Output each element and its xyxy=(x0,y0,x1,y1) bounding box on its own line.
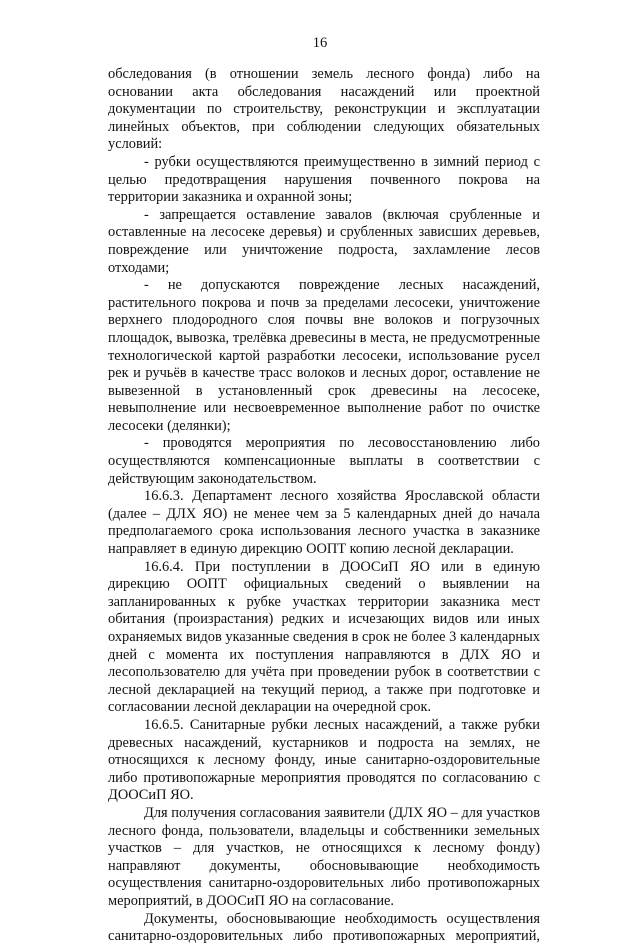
paragraph-condition-reforestation: - проводятся мероприятия по лесовосстановлению либо осуществляются компенсационные выплаты в соответствии с действующим законодательством. xyxy=(108,435,540,487)
paragraph-continuation: обследования (в отношении земель лесного фонда) либо на основании акта обследования насаждений или проектной документации по строительству, реконструкции и эксплуатации линейных объектов, при соблюдении следующих обязательных условий: xyxy=(108,66,540,153)
paragraph-condition-winter: - рубки осуществляются преимущественно в зимний период с целью предотвращения нарушения почвенного покрова на территории заказника и охранной зоны; xyxy=(108,153,540,206)
paragraph-16-6-3: 16.6.3. Департамент лесного хозяйства Ярославской области (далее – ДЛХ ЯО) не менее чем за 5 календарных дней до начала предполагаемого срока использования лесного участка в заказнике направляет в единую дирекцию ООПТ копию лесной декларации. xyxy=(108,488,540,558)
paragraph-condition-damage: - не допускаются повреждение лесных насаждений, растительного покрова и почв за пределами лесосеки, уничтожение верхнего плодородного слоя почвы вне волоков и погрузочных площадок, вывозка, трелёвка древесины в места, не предусмотренные технологической картой разработки лесосеки, использование русел рек и ручьёв в качестве трасс волоков и лесных дорог, оставление не вывезенной в установленный срок древесины на лесосеке, невыполнение или несвоевременное выполнение работ по очистке лесосеки (делянки); xyxy=(108,277,540,434)
paragraph-16-6-4: 16.6.4. При поступлении в ДООСиП ЯО или в единую дирекцию ООПТ официальных сведений о выявлении на запланированных к рубке участках территории заказника мест обитания (произрастания) редких и исчезающих видов или иных охраняемых видов указанные сведения в срок не более 3 календарных дней с момента их поступления направляются в ДЛХ ЯО и лесопользователю для учёта при проведении рубок в соответствии с лесной декларацией на текущий период, а также при подготовке и согласовании лесной декларации на очередной срок. xyxy=(108,558,540,716)
page-number: 16 xyxy=(312,35,328,51)
paragraph-16-6-5: 16.6.5. Санитарные рубки лесных насаждений, а также рубки древесных насаждений, кустарников и подроста на землях, не относящихся к лесному фонду, иные санитарно-оздоровительные либо противопожарные мероприятия проводятся по согласованию с ДООСиП ЯО. xyxy=(108,716,540,804)
body-text xyxy=(108,66,540,946)
paragraph-approval-procedure: Для получения согласования заявители (ДЛХ ЯО – для участков лесного фонда, пользователи, владельцы и собственники земельных участков – для участков, не относящихся к лесному фонду) направляют документы, обосновывающие необходимость осуществления санитарно-оздоровительных либо противопожарных мероприятий, в ДООСиП ЯО на согласование. xyxy=(108,804,540,909)
paragraph-condition-debris: - запрещается оставление завалов (включая срубленные и оставленные на лесосеке деревья) и срубленных зависших деревьев, повреждение или уничтожение подроста, захламление лесов отходами; xyxy=(108,206,540,276)
paragraph-documents: Документы, обосновывающие необходимость осуществления санитарно-оздоровительных либо противопожарных мероприятий, xyxy=(108,910,540,945)
